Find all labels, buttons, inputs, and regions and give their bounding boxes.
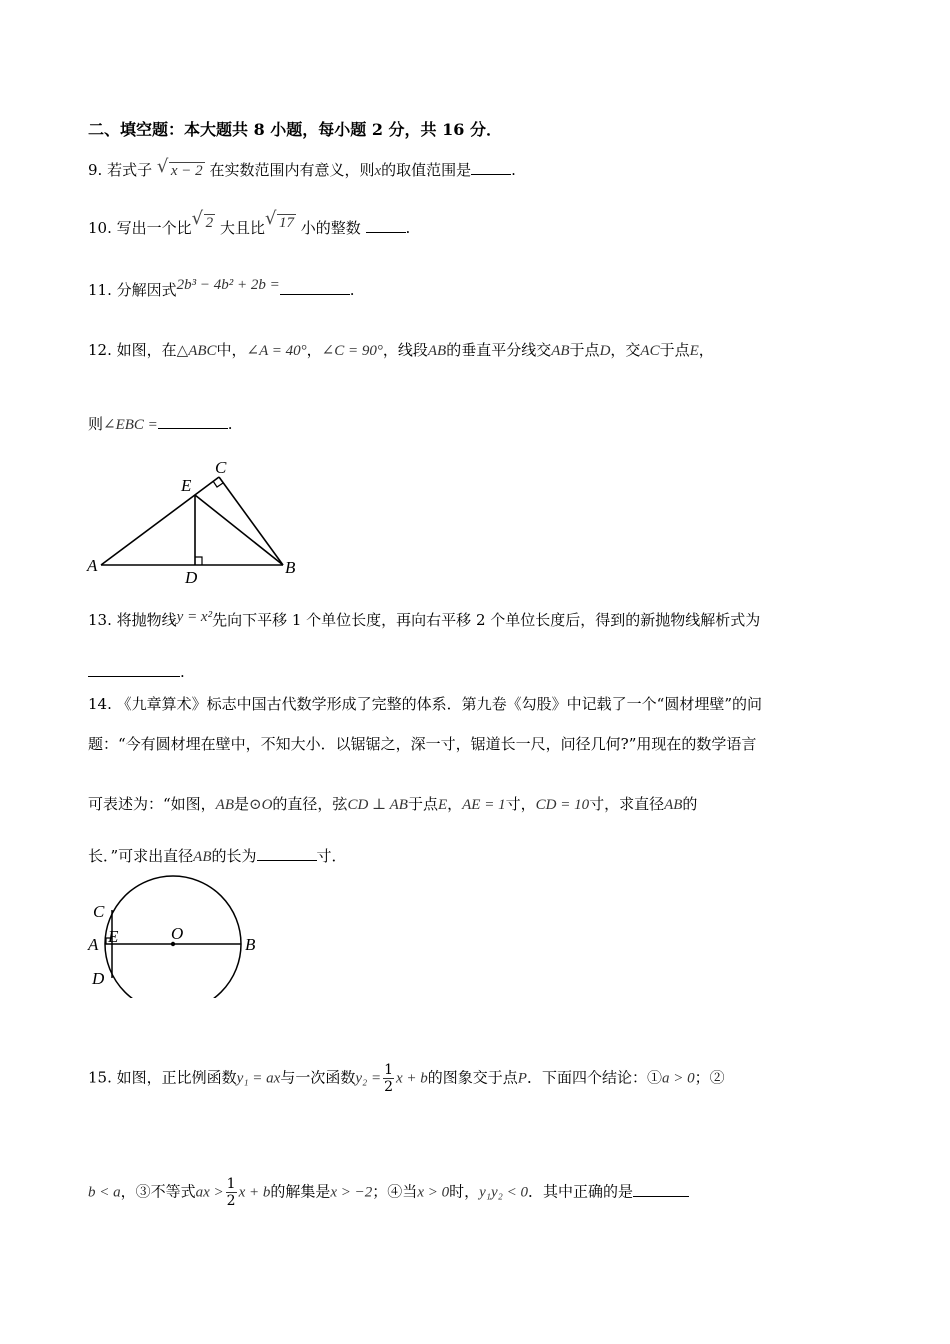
q9-text-post: 在实数范围内有意义，则: [209, 161, 375, 179]
q15-l2-t2: 的解集是: [270, 1182, 331, 1201]
q15-l1-t1: 与一次函数: [280, 1068, 356, 1087]
q14-end: 寸．: [316, 847, 347, 865]
q10-text-pre: 写出一个比: [116, 219, 192, 237]
q12-angle-ebc: ∠EBC =: [103, 417, 158, 433]
q9-radicand: x − 2: [170, 163, 203, 179]
q10-radical-1: √ 2: [191, 208, 214, 231]
q14-l3-ab: AB: [215, 797, 234, 813]
q12-triangle-figure: [85, 455, 315, 587]
q15-l1-t3: ．下面四个结论：①: [526, 1068, 662, 1087]
q12-answer-blank[interactable]: [158, 414, 228, 429]
q12-line2-pre: 则: [88, 415, 104, 433]
q14-l3-t5: 寸，: [505, 795, 536, 813]
question-10: [88, 208, 411, 239]
q13-end: .: [180, 663, 185, 681]
question-15-line-2: [88, 1176, 689, 1209]
q12-t8: ，: [698, 341, 714, 359]
q15-c2: b < a: [88, 1184, 121, 1201]
section-heading: 二、填空题：本大题共 8 小题，每小题 2 分，共 16 分．: [88, 120, 502, 139]
q15-y2: y₂ =: [355, 1070, 382, 1087]
q14-l4-pre: 长．”可求出直径: [88, 847, 194, 865]
q12-t2: ，: [306, 341, 322, 359]
label-a: A: [87, 556, 98, 575]
q15-number: 15.: [88, 1068, 112, 1087]
label-o: O: [171, 924, 184, 943]
q9-var: x: [374, 163, 382, 179]
q15-ineq-rest: x + b: [238, 1184, 271, 1201]
q14-l3-t6: 寸，求直径: [589, 795, 665, 813]
q12-t6: ，交: [610, 341, 641, 359]
q11-number: 11.: [88, 281, 112, 299]
q11-text-pre: 分解因式: [116, 281, 177, 299]
q15-frac-den: 2: [384, 1079, 393, 1095]
q12-number: 12.: [88, 341, 112, 359]
label-c: C: [93, 902, 105, 921]
label-e: E: [181, 476, 192, 495]
q12-text-pre: 如图，在: [116, 341, 177, 359]
question-15-line-1: [88, 1062, 725, 1095]
q12-end: .: [227, 415, 233, 433]
q14-l3-cd: CD = 10: [535, 797, 590, 813]
q14-circle-figure: [85, 868, 275, 998]
q12-d: D: [599, 343, 611, 359]
segment-ac: [101, 477, 219, 565]
q15-l1-t2: 的图象交于点: [427, 1068, 518, 1087]
label-a: A: [88, 935, 99, 954]
q15-l2-t5: ．其中正确的是: [527, 1182, 633, 1201]
q10-radicand-1: 2: [205, 215, 214, 231]
q12-ab1: AB: [427, 343, 447, 359]
q13-text-post: 先向下平移 1 个单位长度，再向右平移 2 个单位长度后，得到的新抛物线解析式为: [212, 611, 761, 629]
q13-text-pre: 将抛物线: [116, 611, 177, 629]
q10-end: .: [405, 219, 411, 237]
q14-l3-ae: AE = 1: [462, 797, 506, 813]
q12-t5: 于点: [569, 341, 600, 359]
q14-l3-circle: ⊙O: [249, 797, 273, 813]
q14-l3-pre: 可表述为：“如图，: [88, 795, 216, 813]
q14-l3-perp: CD ⊥ AB: [347, 797, 408, 813]
right-angle-c: [213, 481, 223, 487]
q10-answer-blank[interactable]: [366, 218, 406, 233]
q14-line1-text: 《九章算术》标志中国古代数学形成了完整的体系．第九卷《勾股》中记载了一个“圆材埋壁”的问: [116, 695, 762, 713]
q10-text-mid: 大且比: [219, 219, 265, 237]
q15-frac-num: 1: [384, 1062, 393, 1078]
q15-l1-t4: ；②: [694, 1068, 725, 1087]
q13-expression: y = x²: [176, 609, 213, 625]
q14-l3-t3: 于点: [407, 795, 438, 813]
question-14-line-2: 题：“今有圆材埋在壁中，不知大小．以锯锯之，深一寸，锯道长一尺，问径几何?”用现在的数学语言: [88, 735, 757, 753]
q9-text-post2: 的取值范围是: [381, 161, 472, 179]
q14-answer-blank[interactable]: [257, 846, 317, 861]
question-13: [88, 610, 760, 631]
q13-number: 13.: [88, 611, 112, 629]
question-13-answer-line: [88, 662, 185, 682]
q15-l2-t1: ，③不等式: [120, 1182, 196, 1201]
q15-solution: x > −2: [330, 1184, 373, 1201]
question-12-line-2: [88, 414, 233, 435]
q9-radical: √ x − 2: [156, 156, 203, 179]
q12-ab2: AB: [551, 343, 570, 359]
q15-ineq-fraction: [226, 1176, 237, 1209]
q15-l2-t3: ；④当: [372, 1182, 418, 1201]
q10-number: 10.: [88, 219, 112, 237]
question-14-line-4: [88, 846, 347, 867]
question-12-line-1: [88, 340, 714, 361]
q9-text-pre: 若式子: [107, 161, 153, 179]
q15-l2-t4: 时，: [449, 1182, 480, 1201]
q12-t4: 的垂直平分线交: [446, 341, 552, 359]
q15-ineq-frac-den: 2: [226, 1193, 236, 1209]
q10-radical-2: √ 17: [264, 208, 294, 231]
q13-answer-blank[interactable]: [88, 662, 180, 677]
q12-angle-c: ∠C = 90°: [321, 343, 383, 359]
q15-l1-pre: 如图，正比例函数: [116, 1068, 237, 1087]
q15-y2-rest: x + b: [396, 1070, 428, 1087]
q14-l3-t7: 的: [682, 795, 698, 813]
q15-c1: a > 0: [661, 1070, 695, 1087]
label-e: E: [108, 927, 119, 946]
q9-end: .: [511, 161, 516, 179]
q15-y1: y₁ = ax: [236, 1070, 281, 1087]
q11-expression: 2b³ − 4b² + 2b =: [176, 277, 280, 293]
q15-condition: x > 0: [417, 1184, 450, 1201]
q15-ineq-frac-num: 1: [226, 1176, 236, 1192]
q12-triangle: △ABC: [176, 343, 217, 359]
question-11: [88, 277, 355, 301]
q12-angle-a: ∠A = 40°: [246, 343, 307, 359]
q15-fraction: [383, 1062, 394, 1095]
q14-l3-ab2: AB: [664, 797, 683, 813]
q12-e: E: [689, 343, 699, 359]
q12-ac: AC: [640, 343, 660, 359]
q15-answer-blank[interactable]: [633, 1182, 689, 1197]
q14-l3-t2: 的直径，弦: [272, 795, 348, 813]
question-14-line-3: [88, 794, 697, 815]
label-d: D: [92, 969, 105, 988]
label-b: B: [245, 935, 256, 954]
q10-text-post: 小的整数: [300, 219, 361, 237]
label-d: D: [185, 568, 198, 587]
q11-answer-blank[interactable]: [280, 280, 350, 295]
q10-radicand-2: 17: [278, 215, 294, 231]
q12-t1: 中，: [216, 341, 247, 359]
q11-end: .: [349, 281, 355, 299]
q9-number: 9.: [88, 161, 103, 179]
q15-ineq-pre: ax >: [195, 1184, 224, 1201]
right-angle-d: [195, 557, 202, 565]
q12-t3: ，线段: [382, 341, 428, 359]
q14-number: 14.: [88, 695, 112, 713]
q12-t7: 于点: [659, 341, 690, 359]
q14-l3-t4: ，: [447, 795, 463, 813]
q14-l4-ab: AB: [193, 849, 212, 865]
q15-p: P: [517, 1070, 527, 1087]
question-14-line-1: [88, 694, 762, 714]
q14-l3-t1: 是: [234, 795, 250, 813]
q9-answer-blank[interactable]: [471, 160, 511, 175]
q14-l4-post: 的长为: [211, 847, 257, 865]
question-9: [88, 156, 516, 181]
q15-product: y₁y₂ < 0: [479, 1184, 528, 1201]
label-b: B: [285, 558, 296, 577]
q14-l3-e: E: [437, 797, 448, 813]
label-c: C: [215, 458, 227, 477]
